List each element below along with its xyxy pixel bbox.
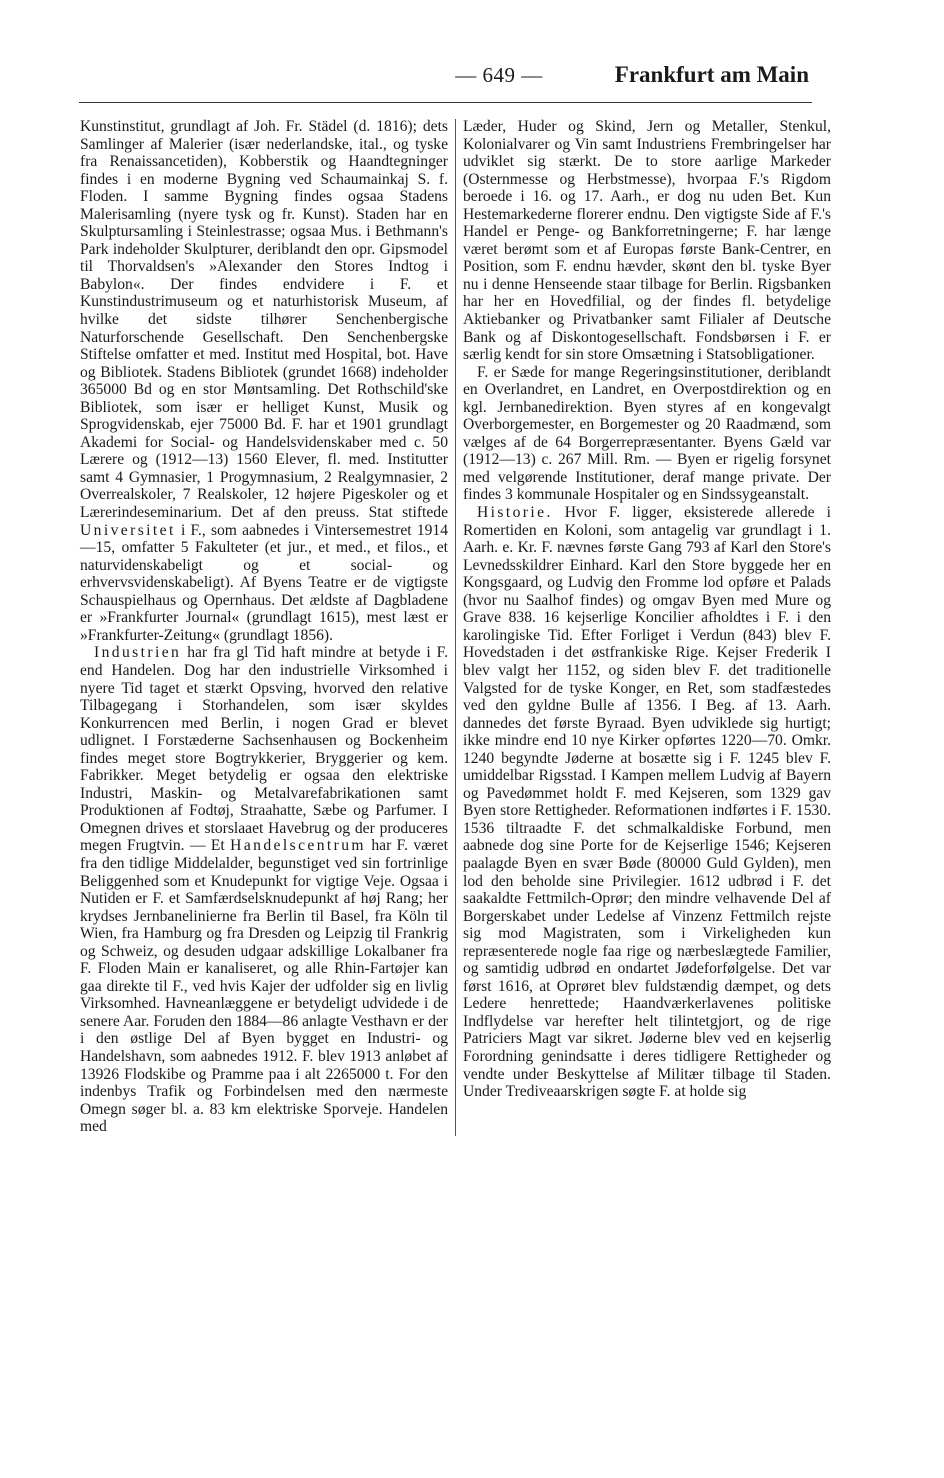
column-divider: [455, 119, 456, 1136]
spaced-term-industrien: Industrien: [94, 644, 182, 662]
running-title: Frankfurt am Main: [614, 62, 809, 87]
text-run: i F., som aabnedes i Vintersemestret 1914—15, omfatter 5 Fakulteter (et jur., et med., et filos., et naturvidenskabeligt og et social- og erhvervsvidenskabeligt). Af Byens Teatre er de vigtigste Schauspielhaus og Opernhaus. Det ældste af Dagbladene er »Frankfurter Journal« (grundlagt 1615), mest læst er »Frankfurter-Zeitung« (grundlagt 1856).: [80, 521, 449, 644]
paragraph-industry: [80, 644, 448, 1135]
paragraph-trade: Læder, Huder og Skind, Jern og Metaller, Stenkul, Kolonialvarer og Vin samt Industriens Frembringelser har udviklet sig stærkt. De to store aarlige Markeder (Osternmesse og Herbstmesse), hvorpaa F.'s Rigdom beroede i 16. og 17. Aarh., er dog nu uden Bet. Kun Hestemarkederne florerer endnu. Den vigtigste Side af F.'s Handel er Penge- og Bankforretningerne; F. har længe været berømt som et af Europas første Bank-Centrer, en Position, som F. endnu hævder, skønt den bl. tyske Byer nu i denne Henseende staar tilbage for Berlin. Rigsbanken har her en Hovedfilial, og der findes fl. betydelige Aktiebanker og Privatbanker samt Filialer af Deutsche Bank og af Diskontogesellschaft. Fondsbørsen i F. er særlig kendt for sin store Omsætning i Statsobligationer.: [463, 118, 831, 364]
left-column: [80, 118, 448, 1136]
paragraph-administration: F. er Sæde for mange Regeringsinstitutioner, deriblandt en Overlandret, en Landret, en Overpostdirektion og en kgl. Jernbanedirektion. Byen styres af en kongevalgt Overborgemester, en Borgemester og 20 Raadmænd, som vælges af de 64 Borgerrepræsentanter. Byens Gæld var (1912—13) c. 267 Mill. Rm. — Byen er rigelig forsynet med velgørende Institutioner, deraf mange private. Der findes 3 kommunale Hospitaler og en Sindssygeanstalt.: [463, 363, 831, 504]
page-header: [79, 58, 809, 92]
text-run: har F. været fra den tidlige Middelalder, begunstiget ved sin fortrinlige Beliggenhed som et Knudepunkt for vigtige Veje. Ogsaa i Nutiden er F. et Samfærdselsknudepunkt af høj Rang; her krydses Jernbanelinierne fra Berlin til Basel, fra Köln til Wien, fra Hamburg og fra Dresden og Leipzig til Frankrig og Schweiz, og desuden udgaar adskillige Lokalbaner fra F. Floden Main er kanaliseret, og alle Rhin-Fartøjer kan gaa direkte til F., ved hvis Kajer der udfolder sig en livlig Virksomhed. Havneanlæggene er betydeligt udvidede i de senere Aar. Foruden den 1884—86 anlagte Vesthavn er der i den østlige Del af Byen bygget en Industri- og Handelshavn, som aabnedes 1912. F. blev 1913 anløbet af 13926 Flodskibe og Pramme paa i alt 2265000 t. For den indenbys Trafik og Forbindelsen med den nærmeste Omegn søger bl. a. 83 km elektriske Sporveje. Handelen med: [80, 837, 448, 1136]
text-run: har fra gl Tid haft mindre at betyde i F. end Handelen. Dog har den industrielle Virksomhed i nyere Tid taget et stærkt Opsving, hvorved den relative Tilbagegang i Storhandelen, som især skyldes Konkurrencen med Berlin, i nogen Grad er blevet udlignet. I Forstæderne Sachsenhausen og Bockenheim findes meget store Bogtrykkerier, Bryggerier og kem. Fabrikker. Meget betydelig er ogsaa den elektriske Industri, Maskin- og Metalvarefabrikationen samt Produktionen af Fodtøj, Straahatte, Sæbe og Parfumer. I Omegnen drives et storslaaet Havebrug og der produceres megen Frugtvin. — Et: [80, 644, 448, 855]
spaced-term-historie: Historie.: [477, 504, 553, 522]
right-column: [463, 118, 831, 1101]
paragraph-history: [463, 504, 831, 1101]
spaced-term-universitet: Universitet: [80, 521, 176, 539]
page-number: — 649 —: [455, 63, 543, 87]
paragraph-museums: [80, 118, 448, 644]
text-run: Hvor F. ligger, eksisterede allerede i Romertiden en Koloni, som antagelig var grundlagt i 1. Aarh. e. Kr. F. nævnes første Gang 793 af Karl den Store's Levnedsskildrer Einhard. Karl den Store byggede her en Kongsgaard, og Ludvig den Fromme lod opføre et Palads (hvor nu Saalhof findes) og omgav Byen med Mure og Grave 838. 16 kejserlige Koncilier afholdtes i F. i den karolingiske Tid. Efter Forliget i Verdun (843) blev F. Hovedstaden i det østfrankiske Rige. Kejser Frederik I blev valgt her 1152, og siden blev F. det traditionelle Valgsted for de tyske Konger, en Ret, som stadfæstedes ved den gyldne Bulle af 1356. I Beg. af 13. Aarh. dannedes det første Byraad. Byen udviklede sig hurtigt; ikke mindre end 10 nye Kirker opførtes 1220—70. Omkr. 1240 begyndte Jøderne at bosætte sig i F. 1245 blev F. umiddelbar Rigsstad. I Kampen mellem Ludvig af Bayern og Pavedømmet holdt F. med Kejseren, som 1329 gav Byen store Rettigheder. Reformationen indførtes i F. 1530. 1536 tiltraadte F. det schmalkaldiske Forbund, men aabnede dog sine Porte for de Kejserlige 1546; Kejseren paalagde Byen en svær Bøde (80000 Guld Gylden), men lod den beholde sine Privilegier. 1612 udbrød i F. det saakaldte Fettmilch-Oprør; den mindre velhavende Del af Borgerskabet under Ledelse af Vinzenz Fettmilch rejste sig mod Magistraten, som i Virkeligheden kun repræsenterede nogle faa rige og nærbeslægtede Familier, og samtidig udbrød en ondartet Jødeforfølgelse. Det var først 1616, at Oprøret blev fuldstændig dæmpet, og dets Ledere henrettede; Haandværkerlavenes politiske Indflydelse var herefter helt tilintetgjort, og de rige Patriciers Magt var sikret. Jøderne blev ved en kejserlig Forordning genindsatte i deres tidligere Rettigheder og vendte under Beskyttelse af Militær tilbage til Staden. Under Trediveaarskrigen søgte F. at holde sig: [463, 504, 831, 1101]
spaced-term-handelscentrum: Handelscentrum: [230, 837, 366, 855]
header-rule: [79, 102, 812, 103]
text-run: Kunstinstitut, grundlagt af Joh. Fr. Städel (d. 1816); dets Samlinger af Malerier (især nederlandske, ital., og tyske fra Renaissancetiden), Kobberstik og Haandtegninger findes i en moderne Bygning ved Schaumainkaj S. f. Floden. I samme Bygning findes ogsaa Stadens Malerisamling (nyere tysk og fr. Kunst). Staden har en Skulptursamling i Steinlestrasse; ogsaa Mus. i Bethmann's Park indeholder Skulpturer, deriblandt den opr. Gipsmodel til Thorvaldsen's »Alexander den Stores Indtog i Babylon«. Der findes endvidere i F. et Kunstindustrimuseum og et naturhistorisk Museum, af hvilke det sidste tilhører Senchenbergische Naturforschende Gesellschaft. Den Senchenbergske Stiftelse omfatter et med. Institut med Hospital, bot. Have og Bibliotek. Stadens Bibliotek (grundet 1668) indeholder 365000 Bd og en stor Møntsamling. Det Rothschild'ske Bibliotek, som især er helliget Kunst, Musik og Sprogvidenskab, ejer 75000 Bd. F. har et 1901 grundlagt Akademi for Social- og Handelsvidenskaber med c. 50 Lærere og (1912—13) 1560 Elever, fl. med. Institutter samt 4 Gymnasier, 1 Progymnasium, 2 Realgymnasier, 2 Overrealskoler, 7 Realskoler, 12 højere Pigeskoler og et Lærerindeseminarium. Det af den preuss. Stat stiftede: [80, 118, 448, 522]
